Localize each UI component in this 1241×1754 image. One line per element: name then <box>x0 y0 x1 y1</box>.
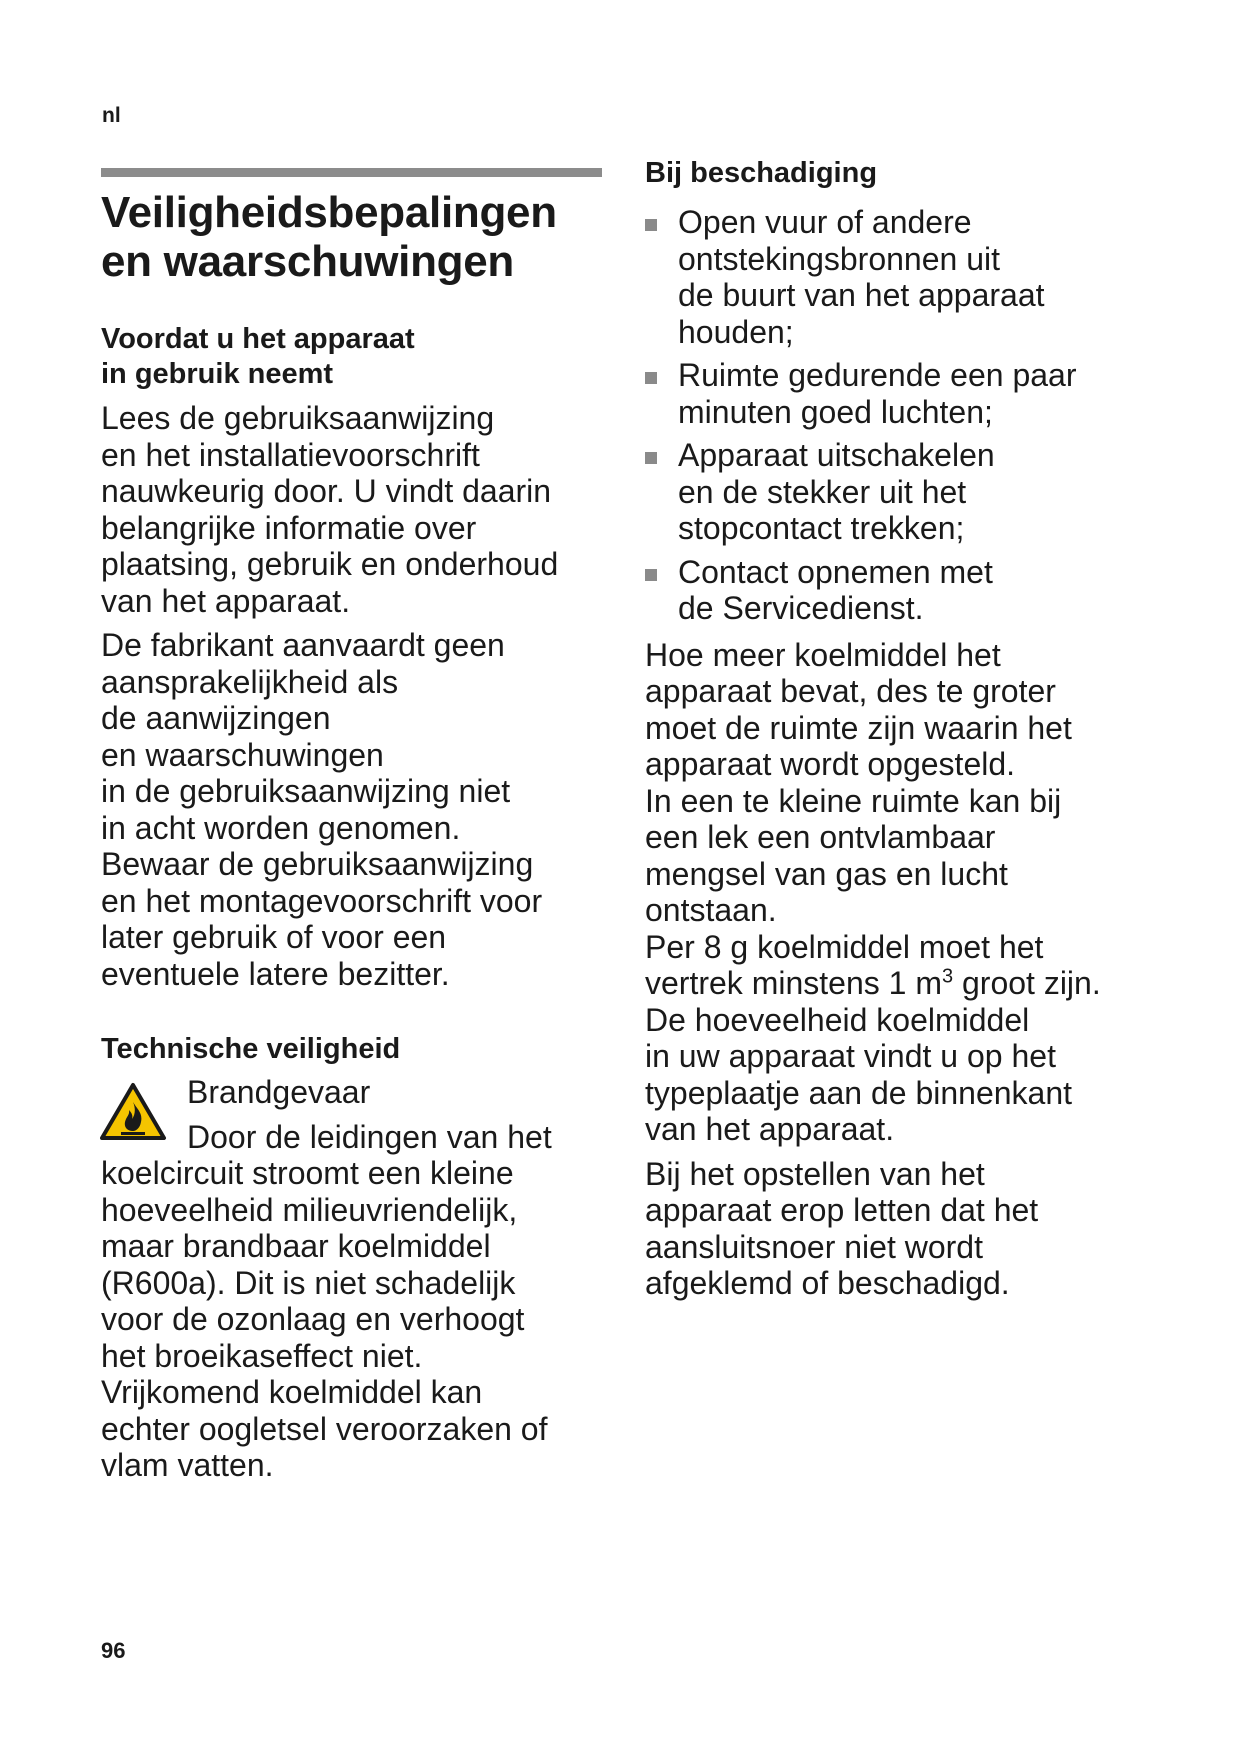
right-column <box>645 156 1145 1302</box>
paragraph-liability: De fabrikant aanvaardt geen aansprakelijkheid als de aanwijzingen en waarschuwingen in de gebruiksaanwijzing niet in acht worden genomen. Bewaar de gebruiksaanwijzing en het montagevoorschrift voor later gebruik of voor een eventuele latere bezitter. <box>101 627 543 992</box>
left-column <box>101 188 611 1484</box>
page-title: Veiligheidsbepalingen en waarschuwingen <box>101 188 557 286</box>
list-item: Ruimte gedurende een paar minuten goed luchten; <box>645 357 1145 430</box>
paragraph-refrigerant-room: Hoe meer koelmiddel het apparaat bevat, des te groter moet de ruimte zijn waarin het apparaat wordt opgesteld. In een te kleine ruimte kan bij een lek een ontvlambaar mengsel van gas en lucht ontstaan. Per 8 g koelmiddel moet het vertrek minstens 1 $m^3$ groot zijn. De hoeveelheid koelmiddel in uw apparaat vindt u op het typeplaatje aan de binnenkant van het apparaat. <box>645 636 1101 1147</box>
heading-before-use: Voordat u het apparaat in gebruik neemt <box>101 323 415 390</box>
fire-warning-block <box>101 1074 611 1484</box>
bullet-square-icon <box>645 219 657 231</box>
list-item: Contact opnemen met de Servicedienst. <box>645 554 1145 627</box>
paragraph-read-manual: Lees de gebruiksaanwijzing en het installatievoorschrift nauwkeurig door. U vindt daarin belangrijke informatie over plaatsing, gebruik en onderhoud van het apparaat. <box>101 400 559 619</box>
bullet-square-icon <box>645 452 657 464</box>
damage-bullet-list <box>645 204 1145 627</box>
heading-damage: Bij beschadiging <box>645 157 878 189</box>
bullet-square-icon <box>645 372 657 384</box>
paragraph-power-cord: Bij het opstellen van het apparaat erop letten dat het aansluitsnoer niet wordt afgeklemd of beschadigd. <box>645 1155 1039 1301</box>
list-item: Apparaat uitschakelen en de stekker uit het stopcontact trekken; <box>645 437 1145 547</box>
heading-technical-safety: Technische veiligheid <box>101 1033 401 1065</box>
fire-warning-icon <box>99 1082 167 1142</box>
list-item: Open vuur of andere ontstekingsbronnen uit de buurt van het apparaat houden; <box>645 204 1145 350</box>
page-number: 96 <box>101 1638 126 1663</box>
warning-text: Door de leidingen van het koelcircuit stroomt een kleine hoeveelheid milieuvriendelijk, maar brandbaar koelmiddel (R600a). Dit is niet schadelijk voor de ozonlaag en verhoogt het broeikaseffect niet. Vrijkomend koelmiddel kan echter oogletsel veroorzaken of vlam vatten. <box>101 1118 552 1483</box>
warning-title: Brandgevaar <box>187 1074 371 1110</box>
language-code: nl <box>102 104 121 127</box>
bullet-square-icon <box>645 569 657 581</box>
section-rule <box>101 168 602 177</box>
